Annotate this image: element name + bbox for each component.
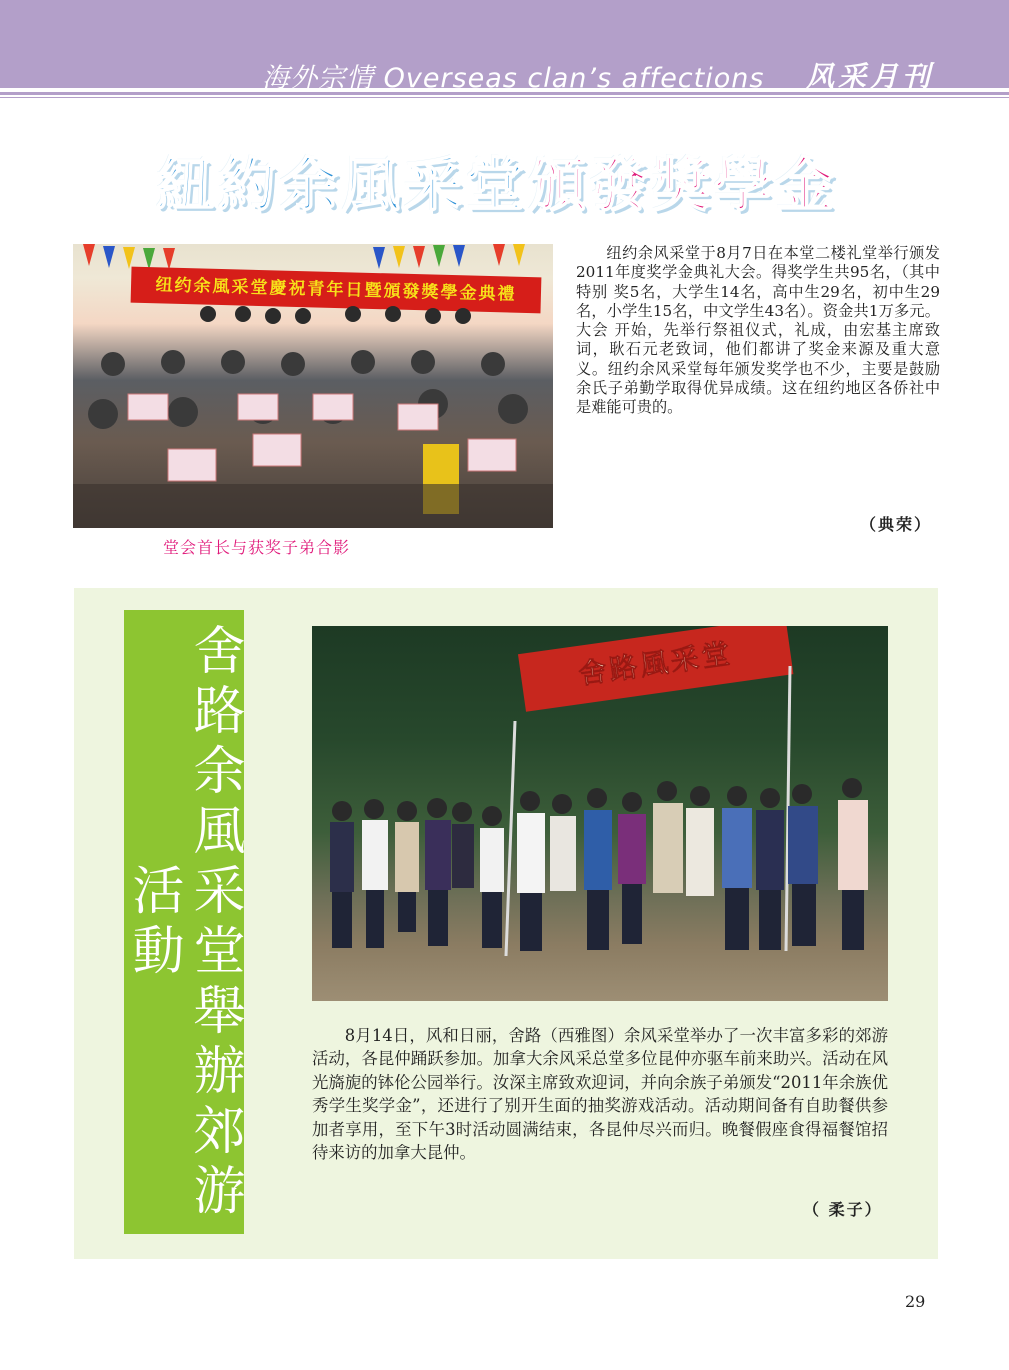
header-magazine-name: 风采月刊 bbox=[806, 60, 935, 93]
group-photo-outing bbox=[312, 626, 888, 1001]
article2-vertical-title: 舍路余風采堂舉辦郊游活動 bbox=[123, 623, 244, 1223]
article1-title bbox=[156, 150, 856, 220]
header-section-title: 海外宗情 Overseas clan’s affections bbox=[262, 63, 765, 94]
article1-title-part2: 頒發獎學金 bbox=[528, 151, 839, 219]
header-rule-thin bbox=[0, 97, 1009, 98]
group-photo-scholarship bbox=[73, 244, 553, 528]
outing-banner: 舍路風采堂 bbox=[518, 626, 793, 712]
standing-group bbox=[312, 626, 888, 1001]
photo-caption: 堂会首长与获奖子弟合影 bbox=[163, 538, 351, 557]
article2-paragraph: 8月14日，风和日丽，舍路（西雅图）余风采堂举办了一次丰富多彩的郊游活动，各昆仲踊跃参加。加拿大余风采总堂多位昆仲亦驱车前来助兴。活动在风光旖旎的钵伦公园举行。汝深主席致欢迎词，并向余族子弟颁发“2011年余族优秀学生奖学金”，还进行了别开生面的抽奖游戏活动。活动期间备有自助餐供参加者享用，至下午3时活动圆满结束，各昆仲尽兴而归。晚餐假座食得福餐馆招待来访的加拿大昆仲。 bbox=[312, 1026, 888, 1163]
article2-author: （ 柔子） bbox=[803, 1200, 883, 1219]
article1-paragraph: 纽约余风采堂于8月7日在本堂二楼礼堂举行颁发2011年度奖学金典礼大会。得奖学生共95名，（其中特别 奖5名，大学生14名，高中生29名，初中生29名，小学生15名，中文学生43名）。资金共1万多元。大会 开始，先举行祭祖仪式，礼成，由宏基主席致词，耿石元老致词，他们都讲了奖金来源及重大意义。纽约余风采堂每年颁发奖学也不少，主要是鼓励余氏子弟勤学取得优异成绩。这在纽约地区各侨社中是难能可贵的。 bbox=[576, 244, 940, 417]
article1-title-part1: 紐約余風采堂 bbox=[156, 151, 529, 219]
article1-author: （典荣） bbox=[860, 515, 933, 534]
scholarship-banner: 纽约余風采堂慶祝青年日暨頒發獎學金典禮 bbox=[131, 267, 542, 314]
article2-vertical-title-box bbox=[124, 610, 244, 1234]
seated-students bbox=[73, 244, 553, 528]
article1-body bbox=[576, 244, 940, 418]
article2-body bbox=[312, 1024, 888, 1164]
page-number: 29 bbox=[905, 1292, 926, 1311]
